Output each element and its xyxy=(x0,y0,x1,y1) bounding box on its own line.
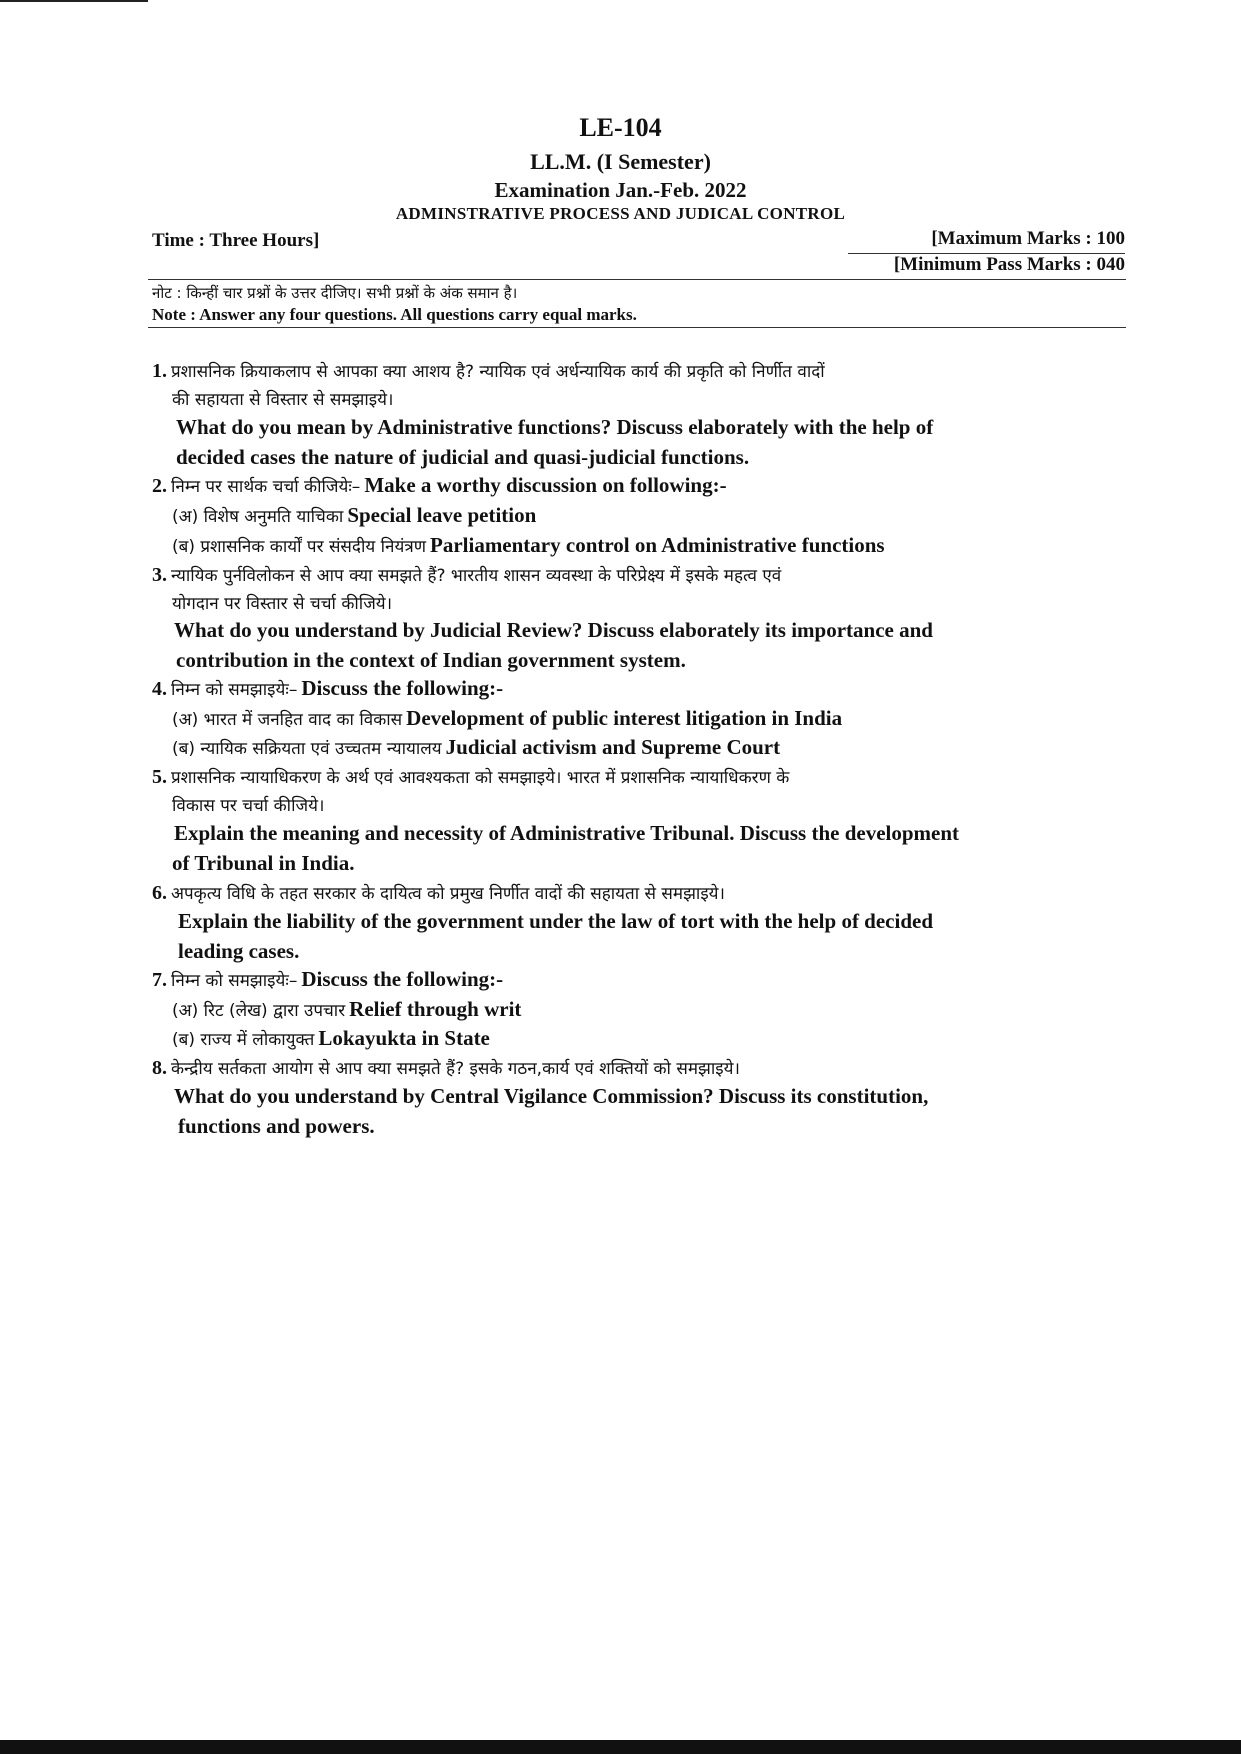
question-number: 6. xyxy=(152,882,167,904)
question-text-hindi: निम्न को समझाइयेः– xyxy=(171,971,298,991)
sub-question-hindi: (ब) न्यायिक सक्रियता एवं उच्चतम न्यायालय xyxy=(172,739,442,759)
question-number: 4. xyxy=(152,678,167,700)
question-text-english: What do you understand by Central Vigilance Commission? Discuss its constitution, xyxy=(174,1084,929,1108)
question-text-hindi: की सहायता से विस्तार से समझाइये। xyxy=(172,390,394,410)
question-text-english: Explain the meaning and necessity of Administrative Tribunal. Discuss the development xyxy=(174,821,960,845)
scan-edge-mark xyxy=(0,0,148,2)
question-text-hindi: प्रशासनिक न्यायाधिकरण के अर्थ एवं आवश्यकता को समझाइये। भारत में प्रशासनिक न्यायाधिकरण के xyxy=(171,768,790,788)
question-text-english: What do you mean by Administrative functions? Discuss elaborately with the help of xyxy=(176,415,934,439)
question-text-english: Discuss the following:- xyxy=(301,676,504,700)
sub-question-english: Judicial activism and Supreme Court xyxy=(445,735,781,759)
question-number: 1. xyxy=(152,360,167,382)
sub-question-hindi: (अ) भारत में जनहित वाद का विकास xyxy=(172,710,403,730)
question-text-hindi: अपकृत्य विधि के तहत सरकार के दायित्व को प्रमुख निर्णीत वादों की सहायता से समझाइये। xyxy=(171,884,725,904)
question-text-english: What do you understand by Judicial Review? Discuss elaborately its importance and xyxy=(174,618,933,642)
question-text-english: functions and powers. xyxy=(178,1114,375,1138)
subject-title: ADMINSTRATIVE PROCESS AND JUDICAL CONTROL xyxy=(395,204,846,223)
question-text-hindi: निम्न पर सार्थक चर्चा कीजियेः– xyxy=(171,477,361,497)
paper-code: LE-104 xyxy=(579,113,662,142)
question-number: 3. xyxy=(152,564,167,586)
question-text-english: contribution in the context of Indian government system. xyxy=(176,648,686,672)
question-number: 7. xyxy=(152,969,167,991)
question-number: 8. xyxy=(152,1057,167,1079)
header-divider xyxy=(148,279,1126,280)
question-text-english: leading cases. xyxy=(178,939,300,963)
course-semester: LL.M. (I Semester) xyxy=(530,149,711,174)
scan-bottom-edge xyxy=(0,1740,1241,1754)
minimum-pass-marks: [Minimum Pass Marks : 040 xyxy=(893,254,1125,275)
sub-question-english: Lokayukta in State xyxy=(318,1026,490,1050)
question-text-hindi: केन्द्रीय सर्तकता आयोग से आप क्या समझते हैं? इसके गठन,कार्य एवं शक्तियों को समझाइये। xyxy=(171,1059,740,1079)
sub-question-english: Parliamentary control on Administrative functions xyxy=(430,533,885,557)
exam-session: Examination Jan.-Feb. 2022 xyxy=(494,178,747,202)
sub-question-hindi: (ब) राज्य में लोकायुक्त xyxy=(172,1030,315,1050)
marks-info xyxy=(894,226,1125,278)
question-text-english: Explain the liability of the government under the law of tort with the help of decided xyxy=(178,909,934,933)
sub-question-english: Special leave petition xyxy=(347,503,537,527)
question-text-english: Discuss the following:- xyxy=(301,967,504,991)
question-number: 2. xyxy=(152,475,167,497)
sub-question-hindi: (अ) विशेष अनुमति याचिका xyxy=(172,507,344,527)
paper-header xyxy=(0,112,1241,225)
sub-question-english: Relief through writ xyxy=(349,997,522,1021)
question-text-hindi: निम्न को समझाइयेः– xyxy=(171,680,298,700)
question-text-hindi: प्रशासनिक क्रियाकलाप से आपका क्या आशय है? न्यायिक एवं अर्धन्यायिक कार्य की प्रकृति को निर्णीत वादों xyxy=(171,362,825,382)
question-text-english: Make a worthy discussion on following:- xyxy=(364,473,727,497)
question-text-hindi: विकास पर चर्चा कीजिये। xyxy=(172,796,325,816)
question-text-hindi: योगदान पर विस्तार से चर्चा कीजिये। xyxy=(172,594,393,614)
question-number: 5. xyxy=(152,766,167,788)
note-divider xyxy=(148,327,1126,328)
sub-question-english: Development of public interest litigation in India xyxy=(406,706,843,730)
marks-divider xyxy=(848,253,1125,254)
maximum-marks: [Maximum Marks : 100 xyxy=(931,228,1125,249)
sub-question-hindi: (अ) रिट (लेख) द्वारा उपचार xyxy=(172,1001,346,1021)
question-text-hindi: न्यायिक पुर्नविलोकन से आप क्या समझते हैं? भारतीय शासन व्यवस्था के परिप्रेक्ष्य में इसके महत्व एवं xyxy=(171,566,782,586)
question-text-english: of Tribunal in India. xyxy=(172,851,355,875)
sub-question-hindi: (ब) प्रशासनिक कार्यों पर संसदीय नियंत्रण xyxy=(172,537,426,557)
time-allowed: Time : Three Hours] xyxy=(152,230,320,251)
note-english: Note : Answer any four questions. All questions carry equal marks. xyxy=(152,305,637,324)
question-text-english: decided cases the nature of judicial and quasi-judicial functions. xyxy=(176,445,750,469)
note-hindi: नोट : किन्हीं चार प्रश्नों के उत्तर दीजिए। सभी प्रश्नों के अंक समान है। xyxy=(152,284,518,302)
